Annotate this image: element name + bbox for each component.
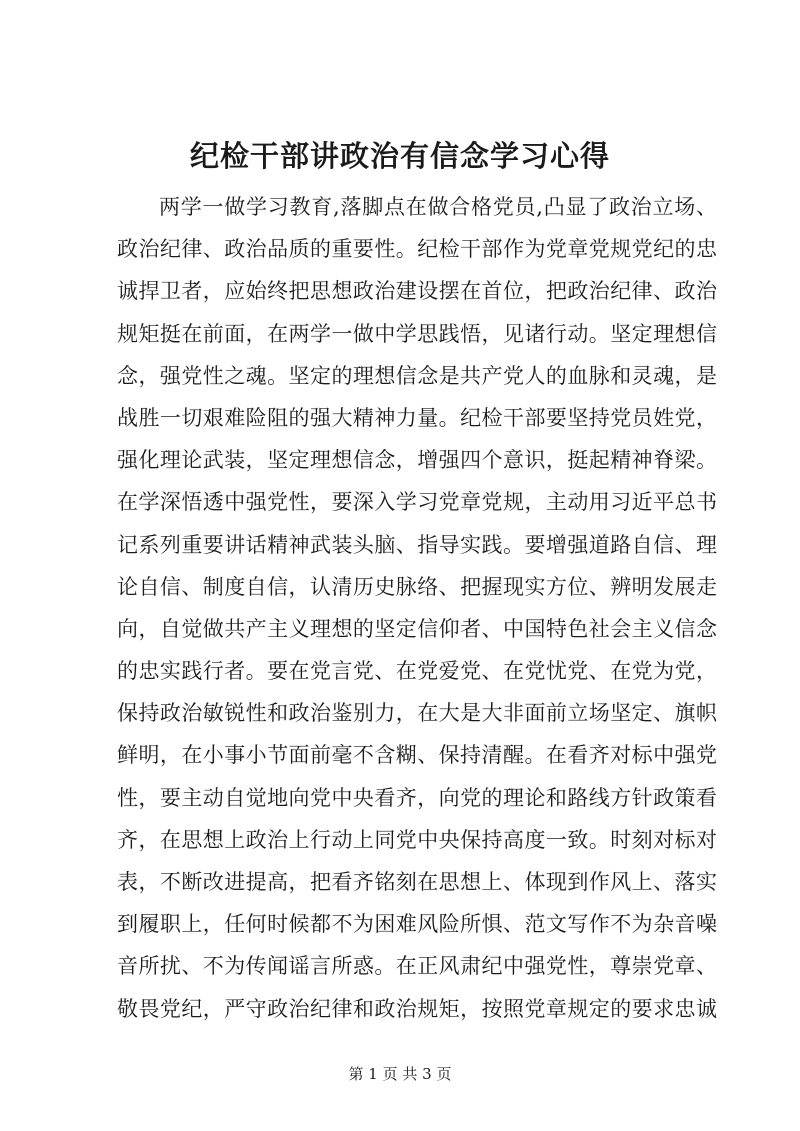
body-line: 念，强党性之魂。坚定的理想信念是共产党人的血脉和灵魂，是	[117, 363, 717, 388]
body-line: 政治纪律、政治品质的重要性。纪检干部作为党章党规党纪的忠	[117, 237, 717, 262]
body-line: 向，自觉做共产主义理想的坚定信仰者、中国特色社会主义信念	[117, 616, 717, 641]
body-line: 音所扰、不为传闻谣言所惑。在正风肃纪中强党性，尊崇党章、	[117, 954, 717, 979]
body-line: 性，要主动自觉地向党中央看齐，向党的理论和路线方针政策看	[117, 785, 717, 810]
body-line: 鲜明，在小事小节面前毫不含糊、保持清醒。在看齐对标中强党	[117, 743, 717, 768]
body-line: 的忠实践行者。要在党言党、在党爱党、在党忧党、在党为党，	[117, 659, 717, 684]
document-body	[117, 186, 717, 1030]
body-line: 诚捍卫者，应始终把思想政治建设摆在首位，把政治纪律、政治	[117, 279, 717, 304]
body-line: 记系列重要讲话精神武装头脑、指导实践。要增强道路自信、理	[117, 532, 717, 557]
body-line: 表，不断改进提高，把看齐铭刻在思想上、体现到作风上、落实	[117, 870, 717, 894]
page-number: 第 1 页 共 3 页	[348, 1065, 452, 1083]
body-line: 保持政治敏锐性和政治鉴别力，在大是大非面前立场坚定、旗帜	[117, 701, 717, 726]
body-line: 到履职上，任何时候都不为困难风险所惧、范文写作不为杂音噪	[117, 912, 717, 937]
body-line: 两学一做学习教育,落脚点在做合格党员,凸显了政治立场、	[159, 195, 717, 219]
body-line: 论自信、制度自信，认清历史脉络、把握现实方位、辨明发展走	[117, 574, 717, 599]
document-title: 纪检干部讲政治有信念学习心得	[189, 139, 610, 173]
body-line: 强化理论武装，坚定理想信念，增强四个意识，挺起精神脊梁。	[117, 448, 717, 473]
body-line: 在学深悟透中强党性，要深入学习党章党规，主动用习近平总书	[117, 490, 717, 515]
body-line: 规矩挺在前面，在两学一做中学思践悟，见诸行动。坚定理想信	[117, 321, 717, 346]
body-line: 战胜一切艰难险阻的强大精神力量。纪检干部要坚持党员姓党，	[117, 405, 717, 430]
body-line: 敬畏党纪，严守政治纪律和政治规矩，按照党章规定的要求忠诚	[117, 996, 717, 1021]
body-line: 齐，在思想上政治上行动上同党中央保持高度一致。时刻对标对	[117, 827, 717, 852]
